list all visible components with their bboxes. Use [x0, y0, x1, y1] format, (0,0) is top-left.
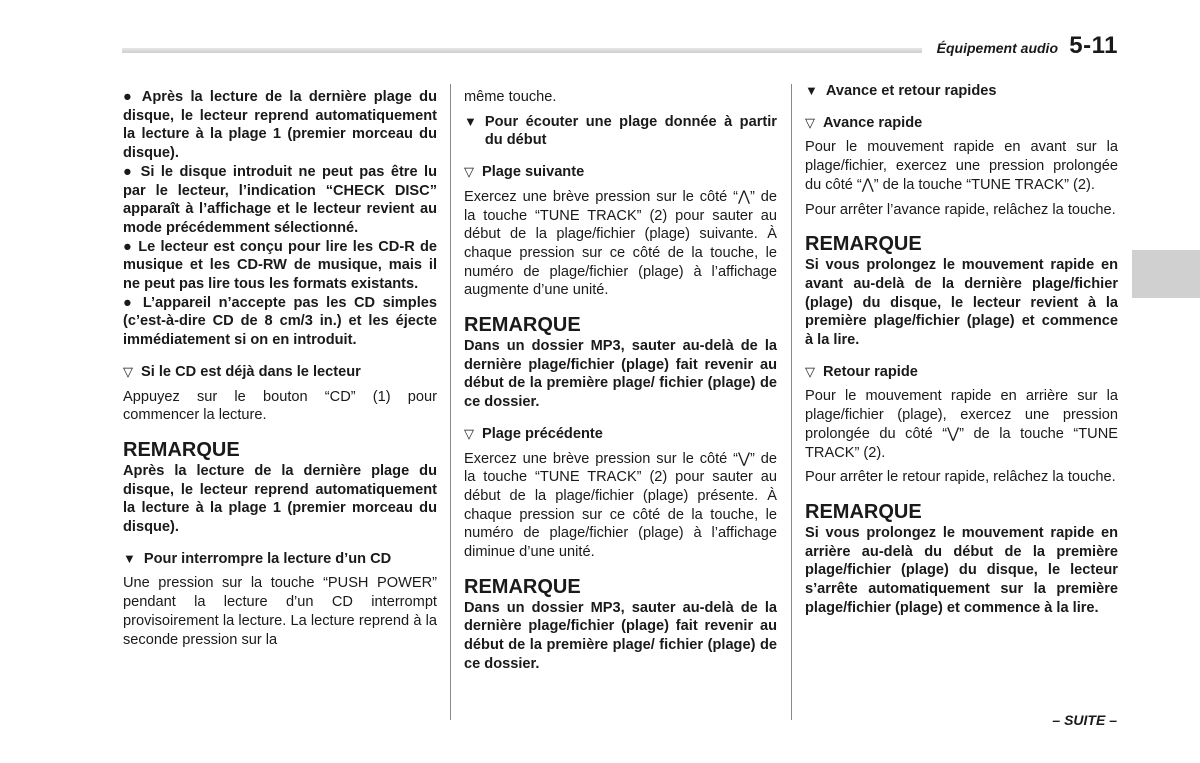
open-triangle-icon: ▽ [805, 363, 815, 379]
column-1 [123, 88, 437, 649]
section-title: Équipement audio [936, 40, 1058, 56]
section-heading-label: Pour interrompre la lecture d’un CD [143, 550, 392, 567]
paragraph: Pour arrêter l’avance rapide, relâchez la touche. [805, 201, 1116, 218]
subheading-label: Plage suivante [482, 164, 585, 181]
remarque-text: Si vous prolongez le mouvement rapide en avant au-delà de la dernière plage/fichier (plage) du disque, le lecteur revient à la première plage/fichier (plage) et commence à la lire. [805, 257, 1118, 349]
continued-indicator: – SUITE – [1052, 712, 1117, 728]
filled-triangle-icon: ▼ [123, 550, 136, 566]
column-3 [805, 82, 1118, 617]
bullet-item: ● Après la lecture de la dernière plage du disque, le lecteur reprend automatiquement la lecture à la plage 1 (premier morceau du disque). [123, 89, 437, 162]
section-heading [464, 113, 777, 150]
section-heading-label: Pour écouter une plage donnée à partir du début [484, 113, 777, 149]
paragraph: Appuyez sur le bouton “CD” (1) pour commencer la lecture. [123, 388, 437, 424]
remarque-text: Après la lecture de la dernière plage du disque, le lecteur reprend automatiquement la lecture à la plage 1 (premier morceau du disque). [123, 462, 437, 536]
column-divider-2 [791, 84, 792, 720]
subheading [464, 425, 777, 444]
subheading [805, 114, 1118, 133]
column-2 [464, 88, 777, 674]
open-triangle-icon: ▽ [464, 425, 474, 441]
subheading-label: Avance rapide [823, 114, 923, 131]
subheading-label: Retour rapide [823, 363, 918, 380]
page-number: 5-11 [1069, 32, 1118, 59]
chapter-tab [1132, 250, 1200, 298]
remarque-text: Si vous prolongez le mouvement rapide en arrière au-delà du début de la première plage/fichier (plage) du disque, le lecteur s’arrête automatiquement sur la première plage/fichier (plage) et commence à la lire. [805, 524, 1118, 616]
paragraph: Pour arrêter le retour rapide, relâchez la touche. [805, 469, 1116, 486]
open-triangle-icon: ▽ [464, 164, 474, 180]
open-triangle-icon: ▽ [123, 363, 133, 379]
remarque-heading: REMARQUE [805, 500, 922, 523]
column-divider-1 [450, 84, 451, 720]
subheading-label: Plage précédente [482, 425, 603, 442]
paragraph: Exercez une brève pression sur le côté “⋀” de la touche “TUNE TRACK” (2) pour sauter au début de la plage/fichier (plage) suivante. À chaque pression sur ce côté de la touche, le numéro de plage/fichier (plage) à l’affichage augmente d’une unité. [464, 188, 777, 299]
section-heading [123, 550, 437, 569]
filled-triangle-icon: ▼ [805, 83, 818, 98]
paragraph: Exercez une brève pression sur le côté “⋁” de la touche “TUNE TRACK” (2) pour sauter au début de la plage/fichier (plage) présente. À chaque pression sur ce côté de la touche, le numéro de plage/fichier (plage) à l’affichage diminue d’une unité. [464, 450, 777, 561]
remarque-heading: REMARQUE [464, 314, 581, 337]
subheading-label: Si le CD est déjà dans le lecteur [141, 363, 361, 380]
section-heading [805, 82, 1118, 101]
section-heading-label: Avance et retour rapides [825, 83, 997, 99]
remarque-heading: REMARQUE [805, 233, 922, 256]
paragraph: Pour le mouvement rapide en avant sur la plage/fichier, exercez une pression prolongée du côté “⋀” de la touche “TUNE TRACK” (2). [805, 139, 1118, 193]
paragraph: Une pression sur la touche “PUSH POWER” pendant la lecture d’un CD interrompt provisoirement la lecture. La lecture reprend à la seconde pression sur la [123, 575, 437, 648]
open-triangle-icon: ▽ [805, 114, 815, 130]
subheading [123, 363, 437, 382]
remarque-heading: REMARQUE [464, 575, 581, 598]
bullet-item: ● Si le disque introduit ne peut pas être lu par le lecteur, l’indication “CHECK DISC” apparaît à l’affichage et le lecteur revient au mode précédemment sélectionné. [123, 163, 437, 236]
header-rule [122, 48, 922, 53]
bullet-item: ● L’appareil n’accepte pas les CD simples (c’est-à-dire CD de 8 cm/3 in.) et les éjecte immédiatement si on en introduit. [123, 294, 437, 349]
remarque-text: Dans un dossier MP3, sauter au-delà de la dernière plage/fichier (plage) fait revenir au début de la première plage/ fichier (plage) de ce dossier. [464, 338, 777, 411]
remarque-text: Dans un dossier MP3, sauter au-delà de la dernière plage/fichier (plage) fait revenir au début de la première plage/ fichier (plage) de ce dossier. [464, 599, 777, 672]
filled-triangle-icon: ▼ [464, 113, 477, 129]
subheading [464, 163, 777, 182]
bullet-item: ● Le lecteur est conçu pour lire les CD-R de musique et les CD-RW de musique, mais il ne peut pas lire tous les formats existants. [123, 238, 437, 293]
remarque-heading: REMARQUE [123, 438, 240, 461]
subheading [805, 363, 1118, 382]
paragraph: même touche. [464, 89, 557, 105]
paragraph: Pour le mouvement rapide en arrière sur la plage/fichier (plage), exercez une pression prolongée du côté “⋁” de la touche “TUNE TRACK” (2). [805, 388, 1118, 461]
